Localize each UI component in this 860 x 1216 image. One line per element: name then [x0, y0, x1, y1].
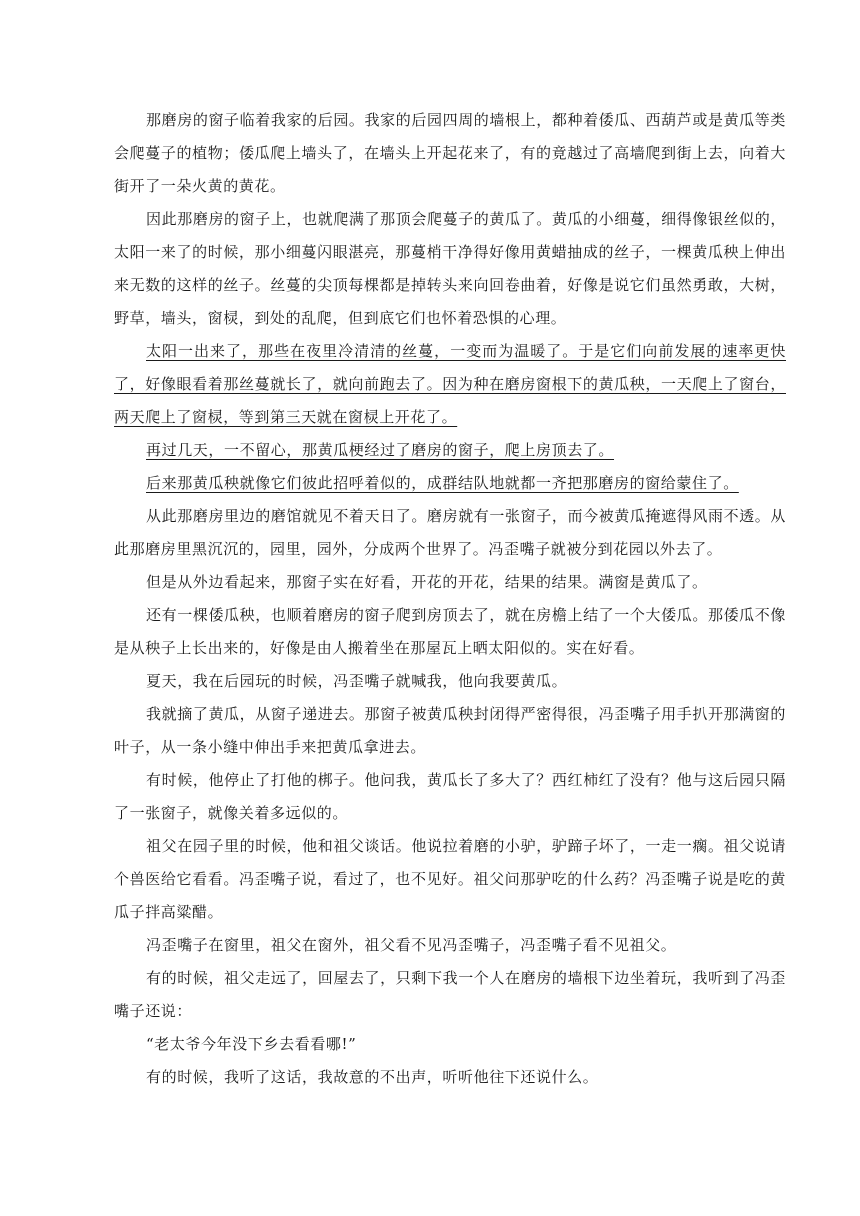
paragraph: 有时候，他停止了打他的梆子。他问我，黄瓜长了多大了？西红柿红了没有？他与这后园只隔了一张窗子，就像关着多远似的。: [114, 771, 786, 822]
paragraph: 因此那磨房的窗子上，也就爬满了那顶会爬蔓子的黄瓜了。黄瓜的小细蔓，细得像银丝似的，太阳一来了的时候，那小细蔓闪眼湛亮，那蔓梢干净得好像用黄蜡抽成的丝子，一棵黄瓜秧上伸出来无数的这样的丝子。丝蔓的尖顶每棵都是掉转头来向回卷曲着，好像是说它们虽然勇敢，大树，野草，墙头，窗棂，到处的乱爬，但到底它们也怀着恐惧的心理。: [114, 210, 786, 327]
paragraph: 从此那磨房里边的磨馆就见不着天日了。磨房就有一张窗子，而今被黄瓜掩遮得风雨不透。从此那磨房里黑沉沉的，园里，园外，分成两个世界了。冯歪嘴子就被分到花园以外去了。: [114, 507, 786, 558]
paragraph: 那磨房的窗子临着我家的后园。我家的后园四周的墙根上，都种着倭瓜、西葫芦或是黄瓜等类会爬蔓子的植物；倭瓜爬上墙头了，在墙头上开起花来了，有的竟越过了高墙爬到街上去，向着大街开了一朵火黄的黄花。: [114, 111, 786, 195]
paragraph: 有的时候，祖父走远了，回屋去了，只剩下我一个人在磨房的墙根下边坐着玩，我听到了冯歪嘴子还说：: [114, 969, 786, 1020]
quoted-speech: “老太爷今年没下乡去看看哪!”: [146, 1035, 357, 1053]
underlined-paragraph: [114, 335, 786, 434]
underlined-paragraph: [114, 434, 786, 467]
paragraph: 祖父在园子里的时候，他和祖父谈话。他说拉着磨的小驴，驴蹄子坏了，一走一瘸。祖父说请个兽医给它看看。冯歪嘴子说，看过了，也不见好。祖父问那驴吃的什么药？冯歪嘴子说是吃的黄瓜子拌高粱醋。: [114, 837, 786, 921]
paragraph: 还有一棵倭瓜秧，也顺着磨房的窗子爬到房顶去了，就在房檐上结了一个大倭瓜。那倭瓜不像是从秧子上长出来的，好像是由人搬着坐在那屋瓦上晒太阳似的。实在好看。: [114, 606, 786, 657]
underlined-text: 后来那黄瓜秧就像它们彼此招呼着似的，成群结队地就都一齐把那磨房的窗给蒙住了。: [146, 474, 739, 492]
underlined-paragraph: [114, 467, 786, 500]
text-body: [114, 104, 786, 1094]
underlined-text: 再过几天，一不留心，那黄瓜梗经过了磨房的窗子，爬上房顶去了。: [146, 441, 615, 459]
paragraph: 我就摘了黄瓜，从窗子递进去。那窗子被黄瓜秧封闭得严密得很，冯歪嘴子用手扒开那满窗的叶子，从一条小缝中伸出手来把黄瓜拿进去。: [114, 705, 786, 756]
underlined-text: 太阳一出来了，那些在夜里冷清清的丝蔓，一变而为温暖了。于是它们向前发展的速率更快了，好像眼看着那丝蔓就长了，就向前跑去了。因为种在磨房窗根下的黄瓜秧，一天爬上了窗台，两天爬上了窗棂，等到第三天就在窗棂上开花了。: [114, 342, 786, 426]
paragraph: 有的时候，我听了这话，我故意的不出声，听听他往下还说什么。: [146, 1068, 599, 1086]
paragraph: 但是从外边看起来，那窗子实在好看，开花的开花，结果的结果。满窗是黄瓜了。: [146, 573, 708, 591]
paragraph: 夏天，我在后园玩的时候，冯歪嘴子就喊我，他向我要黄瓜。: [146, 672, 568, 690]
paragraph: 冯歪嘴子在窗里，祖父在窗外，祖父看不见冯歪嘴子，冯歪嘴子看不见祖父。: [146, 936, 677, 954]
